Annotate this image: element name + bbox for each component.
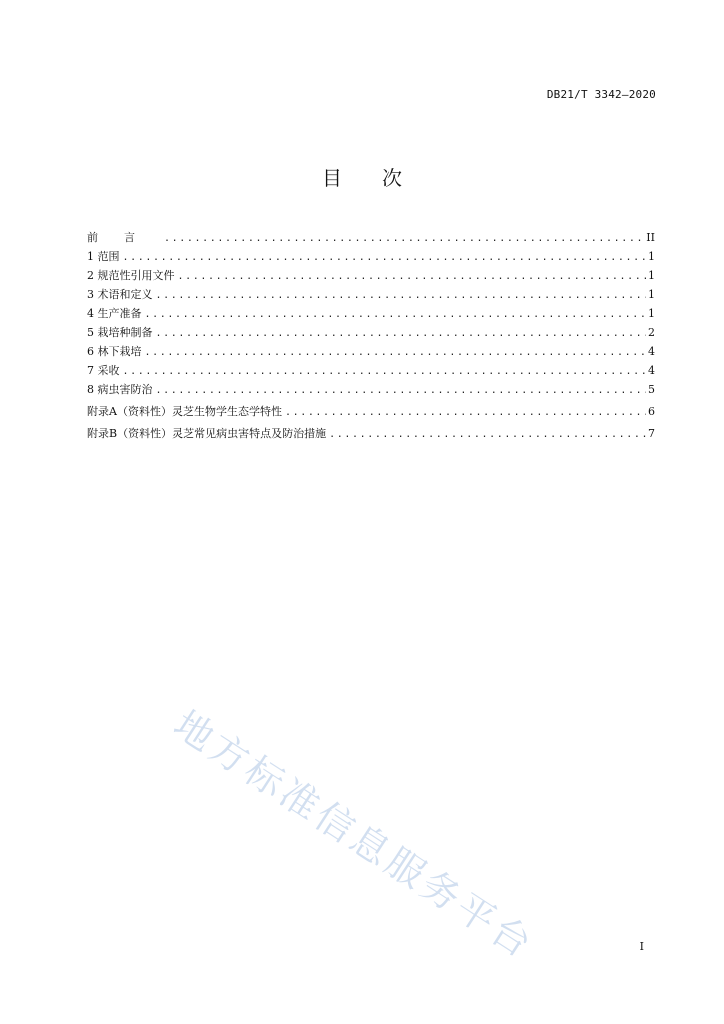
toc-leader-dots (123, 366, 647, 377)
toc-entry-page: 7 (648, 427, 655, 440)
toc-entry-page: 5 (648, 383, 655, 396)
toc-entry-understory-cultivation[interactable] (87, 343, 655, 362)
toc-leader-dots (285, 407, 646, 418)
toc-entry-terms-definitions[interactable] (87, 286, 655, 305)
table-of-contents (87, 229, 655, 444)
footer-page-number: I (639, 940, 644, 953)
toc-entry-spawn-preparation[interactable] (87, 324, 655, 343)
toc-leader-dots (156, 290, 647, 301)
toc-entry-label: 2 规范性引用文件 (87, 269, 175, 282)
toc-entry-label: 7 采收 (87, 364, 120, 377)
toc-title-left: 目 (322, 166, 342, 190)
toc-leader-dots (145, 347, 647, 358)
toc-entry-page: II (646, 231, 655, 244)
toc-entry-label: 6 林下栽培 (87, 345, 142, 358)
toc-entry-label: 1 范围 (87, 250, 120, 263)
toc-entry-page: 2 (648, 326, 655, 339)
toc-entry-label: 附录B（资料性）灵芝常见病虫害特点及防治措施 (87, 427, 327, 440)
toc-entry-label: 前言 (87, 231, 161, 244)
toc-entry-scope[interactable] (87, 248, 655, 267)
toc-entry-label: 附录A（资料性）灵芝生物学生态学特性 (87, 405, 282, 418)
toc-leader-dots (329, 429, 646, 440)
toc-entry-label: 4 生产准备 (87, 307, 142, 320)
toc-leader-dots (156, 385, 647, 396)
toc-entry-production-preparation[interactable] (87, 305, 655, 324)
toc-entry-appendix-a[interactable] (87, 403, 655, 422)
toc-entry-pest-control[interactable] (87, 381, 655, 400)
toc-entry-page: 1 (648, 250, 655, 263)
toc-leader-dots (145, 309, 647, 320)
toc-entry-label: 5 栽培种制备 (87, 326, 153, 339)
toc-entry-page: 1 (648, 269, 655, 282)
toc-title (0, 162, 724, 191)
toc-entry-normative-references[interactable] (87, 267, 655, 286)
toc-entry-label: 8 病虫害防治 (87, 383, 153, 396)
toc-leader-dots (156, 328, 647, 339)
toc-leader-dots (164, 233, 644, 244)
toc-entry-page: 1 (648, 288, 655, 301)
toc-entry-label: 3 术语和定义 (87, 288, 153, 301)
toc-entry-page: 4 (648, 364, 655, 377)
watermark: 地方标准信息服务平台 (166, 701, 543, 968)
toc-entry-page: 1 (648, 307, 655, 320)
toc-entry-page: 4 (648, 345, 655, 358)
toc-leader-dots (178, 271, 647, 282)
toc-entry-appendix-b[interactable] (87, 425, 655, 444)
toc-entry-harvest[interactable] (87, 362, 655, 381)
document-code: DB21/T 3342—2020 (546, 88, 656, 101)
toc-leader-dots (123, 252, 647, 263)
toc-title-right: 次 (382, 166, 402, 190)
toc-entry-foreword[interactable] (87, 229, 655, 248)
toc-entry-page: 6 (648, 405, 655, 418)
